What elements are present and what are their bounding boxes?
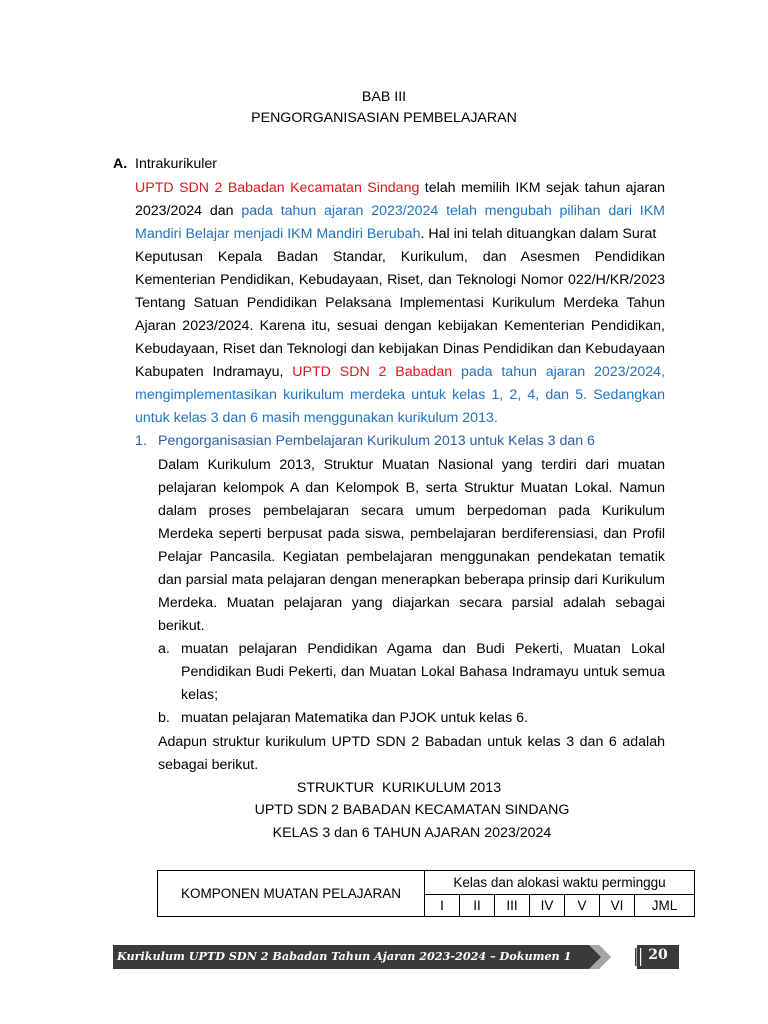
paragraph-line: Tentang Satuan Pendidikan Pelaksana Implementasi Kurikulum Merdeka Tahun [135, 295, 665, 311]
paragraph-line: Kementerian Pendidikan, Kebudayaan, Riset, dan Teknologi Nomor 022/H/KR/2023 [135, 272, 665, 288]
paragraph-line: Ajaran 2023/2024. Karena itu, sesuai dengan kebijakan Kementerian Pendidikan, [135, 318, 665, 334]
table-header-group: Kelas dan alokasi waktu perminggu [425, 871, 695, 895]
text-span: telah memilih IKM sejak tahun ajaran [419, 180, 665, 196]
list-number: 1. [135, 433, 147, 449]
paragraph-line: Keputusan Kepala Badan Standar, Kurikulum, dan Asesmen Pendidikan [135, 249, 665, 265]
paragraph-line: pelajaran kelompok A dan Kelompok B, serta Struktur Muatan Lokal. Namun [158, 480, 665, 496]
subsection-title: Pengorganisasian Pembelajaran Kurikulum 2013 untuk Kelas 3 dan 6 [158, 433, 595, 449]
page-number: 20 [648, 947, 668, 963]
table-header-component: KOMPONEN MUATAN PELAJARAN [158, 871, 425, 917]
structure-subtitle: KELAS 3 dan 6 TAHUN AJARAN 2023/2024 [272, 825, 552, 841]
paragraph-line: mengimplementasikan kurikulum merdeka untuk kelas 1, 2, 4, dan 5. Sedangkan [135, 387, 665, 403]
paragraph-line: sebagai berikut. [158, 757, 259, 773]
chapter-label: BAB III [361, 89, 407, 105]
section-title: Intrakurikuler [135, 156, 218, 172]
paragraph-line: Merdeka seperti berpusat pada siswa, pembelajaran berdiferensiasi, dan Profil [158, 526, 665, 542]
paragraph-line [135, 226, 665, 242]
table-header-class: IV [530, 895, 565, 917]
paragraph-line: dan parsial mata pelajaran dengan menerapkan beberapa prinsip dari Kurikulum [158, 572, 665, 588]
paragraph-line: Dalam Kurikulum 2013, Struktur Muatan Nasional yang terdiri dari muatan [158, 457, 665, 473]
paragraph-line: Pelajar Pancasila. Kegiatan pembelajaran menggunakan pendekatan tematik [158, 549, 665, 565]
paragraph-line: Kebudayaan, Riset dan Teknologi dan kebijakan Dinas Pendidikan dan Kebudayaan [135, 341, 665, 357]
text-span: Kabupaten Indramayu, [135, 364, 293, 380]
highlight-text: pada tahun ajaran 2023/2024 telah mengubah pilihan dari IKM [241, 203, 665, 219]
highlight-text: Mandiri Belajar menjadi IKM Mandiri Berubah [135, 226, 421, 242]
paragraph-line [135, 180, 665, 196]
table-header-class: VI [600, 895, 635, 917]
list-item-line: muatan pelajaran Matematika dan PJOK untuk kelas 6. [181, 710, 528, 726]
text-span: . Hal ini telah dituangkan dalam Surat [420, 226, 657, 242]
list-item-line: muatan pelajaran Pendidikan Agama dan Budi Pekerti, Muatan Lokal [181, 641, 665, 657]
paragraph-line: untuk kelas 3 dan 6 masih menggunakan kurikulum 2013. [135, 410, 498, 426]
text-span: 2023/2024 dan [135, 203, 242, 219]
school-name-text: UPTD SDN 2 Babadan [292, 364, 453, 380]
paragraph-line [135, 364, 665, 380]
paragraph-line: Merdeka. Muatan pelajaran yang diajarkan secara parsial adalah sebagai [158, 595, 665, 611]
paragraph-line: Adapun struktur kurikulum UPTD SDN 2 Babadan untuk kelas 3 dan 6 adalah [158, 734, 665, 750]
curriculum-table [157, 870, 695, 917]
table-header-class: III [495, 895, 530, 917]
table-header-total: JML [635, 895, 695, 917]
section-marker: A. [113, 156, 128, 172]
footer-text: Kurikulum UPTD SDN 2 Babadan Tahun Ajaran 2023-2024 – Dokumen 1 [117, 949, 572, 963]
structure-title: STRUKTUR KURIKULUM 2013 [296, 780, 502, 796]
table-header-class: I [425, 895, 460, 917]
highlight-text: pada tahun ajaran 2023/2024, [452, 364, 665, 380]
table-header-class: II [460, 895, 495, 917]
list-marker: b. [158, 710, 170, 726]
table-header-class: V [565, 895, 600, 917]
page-title: PENGORGANISASIAN PEMBELAJARAN [251, 110, 517, 126]
school-name-text: UPTD SDN 2 Babadan Kecamatan Sindang [135, 180, 420, 196]
list-item-line: Pendidikan Budi Pekerti, dan Muatan Lokal Bahasa Indramayu untuk semua [181, 664, 665, 680]
list-item-line: kelas; [181, 687, 219, 703]
paragraph-line: dalam proses pembelajaran secara umum berpedoman pada Kurikulum [158, 503, 665, 519]
paragraph-line [135, 203, 665, 219]
list-marker: a. [158, 641, 170, 657]
structure-subtitle: UPTD SDN 2 BABADAN KECAMATAN SINDANG [254, 802, 570, 818]
paragraph-line: berikut. [158, 618, 205, 634]
